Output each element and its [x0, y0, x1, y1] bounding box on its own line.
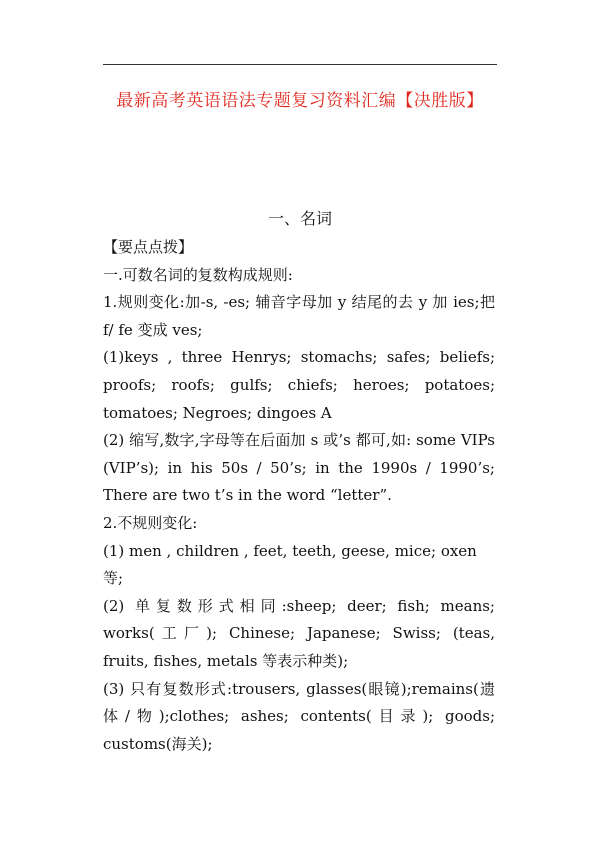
paragraph-abbreviation-rule: (2) 缩写,数字,字母等在后面加 s 或’s 都可,如: some VIPs (VIP’s); in his 50s / 50’s; in the 1990s / 1990’s; There are two t’s in the word “letter”. [103, 431, 495, 505]
paragraph-key-points: 【要点点拨】 [103, 238, 194, 256]
paragraph-plural-only: (3) 只有复数形式:trousers, glasses(眼镜);remains(遗体/物);clothes; ashes; contents(目录); goods; customs(海关); [103, 679, 495, 753]
paragraph-regular-examples: (1)keys , three Henrys; stomachs; safes; beliefs; proofs; roofs; gulfs; chiefs; heroes; potatoes; tomatoes; Negroes; dingoes A [103, 348, 495, 422]
paragraph-plural-rules-heading: 一.可数名词的复数构成规则: [103, 265, 293, 284]
paragraph-same-form: (2) 单复数形式相同:sheep; deer; fish; means; works(工厂); Chinese; Japanese; Swiss; (teas, fruits, fishes, metals 等表示种类); [103, 596, 495, 670]
paragraph-regular-changes: 1.规则变化:加-s, -es; 辅音字母加 y 结尾的去 y 加 ies;把 f/ fe 变成 ves; [103, 293, 495, 339]
document-title: 最新高考英语语法专题复习资料汇编【决胜版】 [116, 91, 484, 111]
header-rule [103, 64, 497, 65]
document-body [103, 234, 495, 758]
section-heading: 一、名词 [267, 209, 332, 228]
paragraph-irregular-heading: 2.不规则变化: [103, 513, 198, 532]
paragraph-irregular-examples: (1) men , children , feet, teeth, geese, mice; oxen 等; [103, 541, 477, 588]
